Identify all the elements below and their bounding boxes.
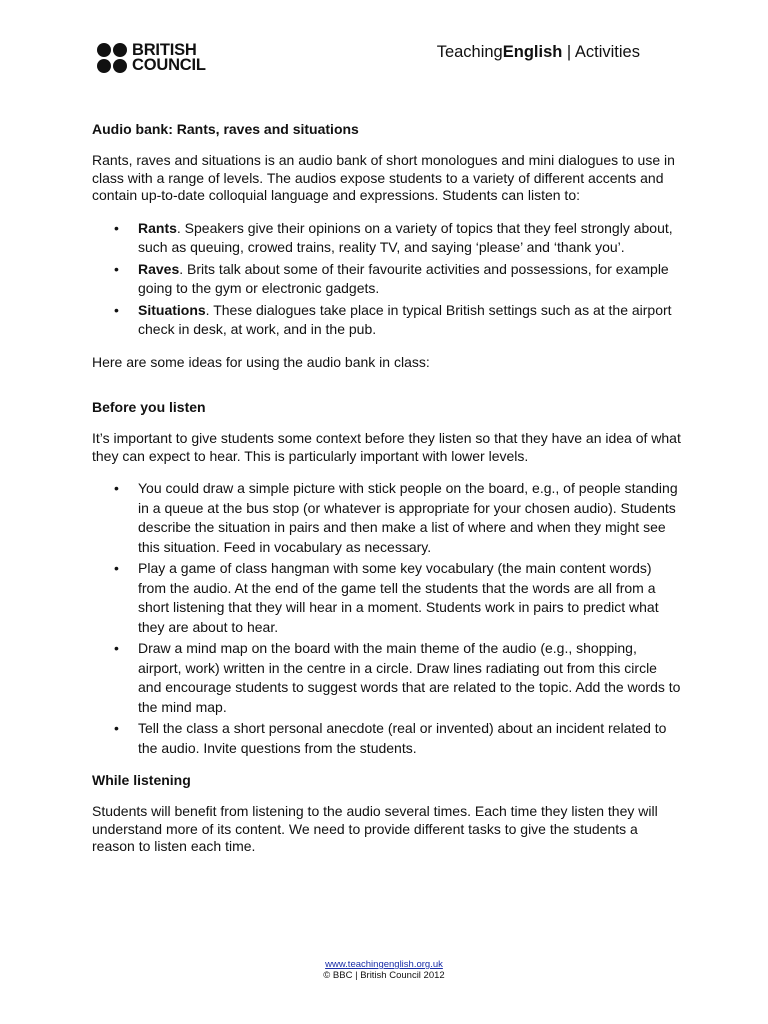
list-item-text: . Brits talk about some of their favourite activities and possessions, for example going to the gym or electronic gadgets.	[138, 260, 669, 296]
list-item	[92, 639, 682, 717]
list-item-bold: Situations	[138, 301, 206, 318]
list-item	[92, 559, 682, 637]
brand-regular: Teaching	[436, 43, 503, 61]
while-paragraph: Students will benefit from listening to the audio several times. Each time they listen they will understand more of its content. We need to provide different tasks to give the students a reason to listen each time.	[92, 803, 658, 854]
document-body	[92, 121, 682, 870]
before-ideas-list	[92, 479, 682, 758]
bullet-icon: •	[114, 301, 119, 318]
list-item-bold: Rants	[138, 219, 177, 236]
list-item-text: Play a game of class hangman with some key vocabulary (the main content words) from the audio. At the end of the game tell the students that the words are all from a short listening that they will hear in a moment. Students work in pairs to predict what they are about to hear.	[138, 560, 659, 635]
list-item	[92, 260, 682, 299]
list-item	[92, 719, 682, 758]
ideas-intro: Here are some ideas for using the audio bank in class:	[92, 353, 430, 370]
list-item	[92, 301, 682, 340]
bullet-icon: •	[114, 640, 119, 656]
british-council-logo	[97, 43, 206, 73]
logo-line-2: COUNCIL	[132, 56, 206, 74]
list-item-text: . These dialogues take place in typical British settings such as at the airport check in desk, at work, and in the pub.	[138, 301, 672, 337]
bullet-icon: •	[114, 219, 119, 236]
section-heading-while: While listening	[92, 772, 191, 788]
bullet-icon: •	[114, 480, 119, 496]
footer-copyright: © BBC | British Council 2012	[323, 970, 445, 981]
page-footer	[0, 959, 768, 981]
list-item	[92, 219, 682, 258]
audio-types-list	[92, 219, 682, 340]
list-item	[92, 479, 682, 557]
bullet-icon: •	[114, 260, 119, 277]
brand-bold: English	[502, 43, 563, 61]
intro-paragraph: Rants, raves and situations is an audio bank of short monologues and mini dialogues to use in class with a range of levels. The audios expose students to a variety of different accents and contain up-to-date colloquial language and expressions. Students can listen to:	[92, 152, 675, 203]
before-paragraph: It’s important to give students some context before they listen so that they have an idea of what they can expect to hear. This is particularly important with lower levels.	[92, 430, 681, 464]
page-title: Audio bank: Rants, raves and situations	[92, 121, 359, 137]
brand-header	[437, 43, 640, 62]
list-item-text: You could draw a simple picture with stick people on the board, e.g., of people standing in a queue at the bus stop (or whatever is appropriate for your chosen audio). Students describe the situation in pairs and then make a list of where and when they might see this situation. Feed in vocabulary as necessary.	[138, 480, 678, 555]
logo-line-1: BRITISH	[132, 41, 197, 59]
section-heading-before: Before you listen	[92, 399, 206, 415]
list-item-text: . Speakers give their opinions on a variety of topics that they feel strongly about, such as queuing, crowed trains, reality TV, and saying ‘please’ and ‘thank you’.	[138, 219, 673, 255]
list-item-bold: Raves	[138, 260, 180, 277]
logo-dots-icon	[97, 43, 127, 73]
brand-separator: |	[562, 43, 575, 61]
footer-link[interactable]: www.teachingenglish.org.uk	[325, 959, 443, 970]
bullet-icon: •	[114, 720, 119, 736]
bullet-icon: •	[114, 560, 119, 576]
brand-section: Activities	[574, 43, 640, 61]
list-item-text: Draw a mind map on the board with the main theme of the audio (e.g., shopping, airport, work) written in the centre in a circle. Draw lines radiating out from this circle and encourage students to suggest words that are related to the topic. Add the words to the mind map.	[138, 640, 681, 715]
logo-wordmark	[132, 43, 206, 73]
list-item-text: Tell the class a short personal anecdote (real or invented) about an incident related to the audio. Invite questions from the students.	[138, 720, 667, 756]
